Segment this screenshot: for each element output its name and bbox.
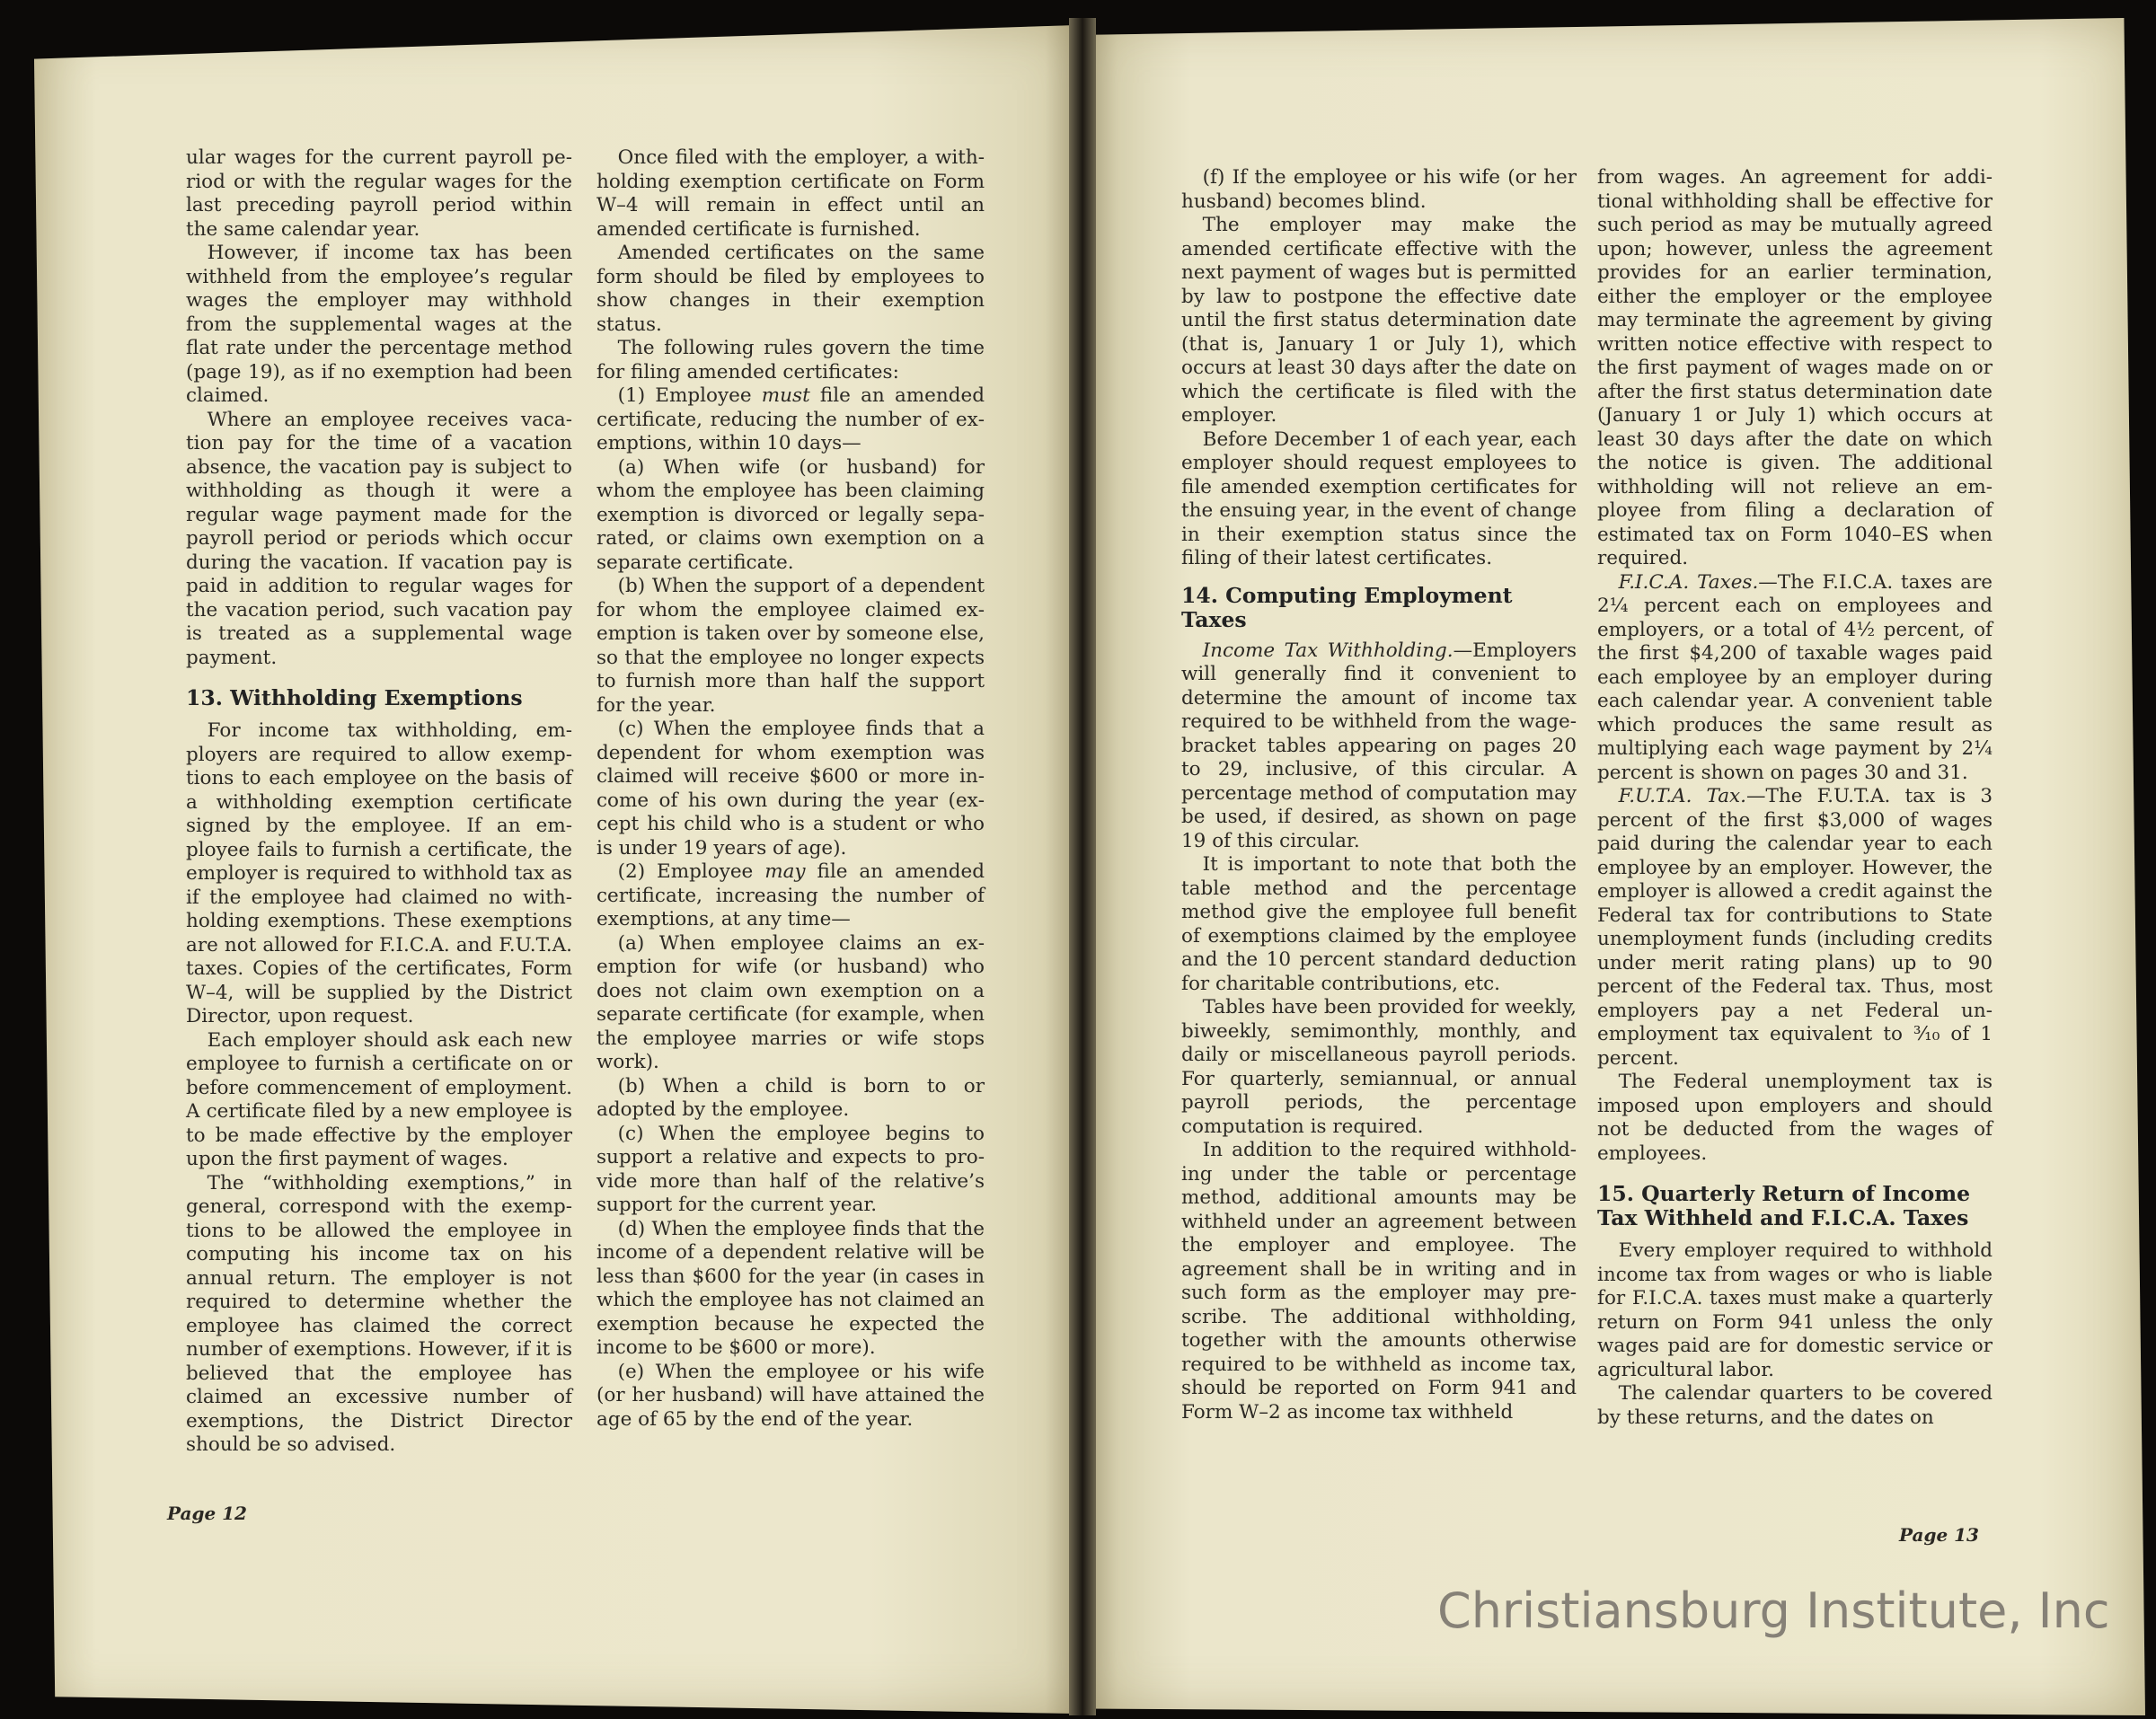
paragraph: (c) When the employee begins to support a relative and expects to provide more than half of the relative’s support for the current year.	[596, 1122, 985, 1216]
text-run: (2) Employee	[617, 860, 765, 883]
paragraph	[1597, 571, 1993, 786]
paragraph: For income tax withholding, employers are required to allow exemptions to each employee on the basis of a withholding exemption certificate signed by the employee. If an employee fails to furnish a certificate, the employer is required to withhold tax as if the employee had claimed no withholding exemptions. These exemptions are not allowed for F.I.C.A. and F.U.T.A. taxes. Copies of the certificates, Form W–4, will be supplied by the District Director, upon request.	[186, 719, 572, 1027]
page-number-right: Page 13	[1899, 1524, 1979, 1546]
section-heading-15: 15. Quarterly Return of Income Tax Withheld and F.I.C.A. Taxes	[1597, 1181, 1971, 1230]
section-heading-13: 13. Withholding Exemptions	[186, 685, 523, 710]
paragraph: Where an employee receives vacation pay for the time of a vacation absence, the vacation pay is subject to withholding as though it were a regular wage payment made for the payroll period or periods which occur during the vacation. If vacation pay is paid in addition to regular wages for the vacation period, such vacation pay is treated as a supplemental wage payment.	[186, 408, 572, 669]
paragraph: Before December 1 of each year, each employer should request employees to file amended exemption certificates for the ensuing year, in the event of change in their exemption status since the filing of their latest certificates.	[1181, 428, 1577, 569]
paragraph: (b) When a child is born to or adopted by the employee.	[596, 1074, 985, 1121]
book-gutter	[1069, 18, 1096, 1715]
emphasis: must	[761, 384, 810, 407]
watermark-text: Christiansburg Institute, Inc	[1437, 1582, 2110, 1639]
left-page-column-2	[596, 146, 985, 1432]
paragraph: (e) When the employee or his wife (or her husband) will have attained the age of 65 by the end of the year.	[596, 1360, 985, 1431]
paragraph: Tables have been provided for weekly, biweekly, semimonthly, monthly, and daily or miscellaneous payroll periods. For quarterly, semiannual, or annual payroll periods, the percentage computation is required.	[1181, 996, 1577, 1138]
paragraph: ular wages for the current payroll period or with the regular wages for the last preceding payroll period within the same calendar year.	[186, 146, 572, 241]
paragraph: It is important to note that both the table method and the percentage method give the employee full benefit of exemptions claimed by the employee and the 10 percent standard deduction for charitable contributions, etc.	[1181, 853, 1577, 995]
paragraph: Amended certificates on the same form should be filed by employees to show changes in their exemption status.	[596, 242, 985, 336]
paragraph	[596, 384, 985, 456]
paragraph: from wages. An agreement for additional withholding shall be effective for such period as may be mutually agreed upon; however, unless the agreement provides for an earlier termination, either the employer or the employee may terminate the agreement by giving written notice effective with respect to the first payment of wages made on or after the first status determination date (January 1 or July 1) which occurs at least 30 days after the date on which the notice is given. The additional withholding will not relieve an employee from filing a declaration of estimated tax on Form 1040–ES when required.	[1597, 166, 1993, 569]
paragraph: The following rules govern the time for filing amended certificates:	[596, 337, 985, 383]
paragraph: The calendar quarters to be covered by these returns, and the dates on	[1597, 1382, 1993, 1429]
paragraph: (c) When the employee finds that a dependent for whom exemption was claimed will receive $600 or more income of his own during the year (except his child who is a student or who is under 19 years of age).	[596, 718, 985, 860]
text-run: —The F.I.C.A. taxes are 2¼ percent each on employees and employers, or a total of 4½ percent, of the first $4,200 of taxable wages paid each employee by an employer during each calendar year. A convenient table which produces the same result as multiplying each wage payment by 2¼ percent is shown on pages 30 and 31.	[1597, 570, 1993, 784]
paragraph: The “withholding exemptions,” in general, correspond with the exemptions to be allowed the employee in computing his income tax on his annual return. The employer is not required to determine whether the employee has claimed the correct number of exemptions. However, if it is believed that the employee has claimed an excessive number of exemptions, the District Director should be so advised.	[186, 1171, 572, 1456]
text-run: (1) Employee	[617, 384, 762, 407]
paragraph: (d) When the employee finds that the income of a dependent relative will be less than $600 for the year (in cases in which the employee has not claimed an exemption because he expected the income to be $600 or more).	[596, 1217, 985, 1359]
right-page-column-1	[1181, 166, 1577, 1424]
right-page-column-2	[1597, 166, 1993, 1430]
text-run: file an amended certificate, reducing the number of exemptions, within 10 days—	[596, 384, 985, 454]
paragraph	[1181, 639, 1577, 854]
paragraph: The Federal unemployment tax is imposed upon employers and should not be deducted from the wages of employees.	[1597, 1071, 1993, 1165]
text-run: —Employers will generally find it convenient to determine the amount of income tax required to be withheld from the wage-bracket tables appearing on pages 20 to 29, inclusive, of this circular. A percentage method of computation may be used, if desired, as shown on page 19 of this circular.	[1181, 639, 1577, 852]
emphasis: Income Tax Withholding.	[1202, 639, 1454, 662]
paragraph	[1597, 785, 1993, 1071]
text-run: —The F.U.T.A. tax is 3 percent of the first $3,000 of wages paid during the calendar year to each employee by an employer. However, the employer is allowed a credit against the Federal tax for contributions to State unemployment funds (including credits under merit rating plans) up to 90 percent of the Federal tax. Thus, most employers pay a net Federal unemployment tax equivalent to ³⁄₁₀ of 1 percent.	[1597, 785, 1993, 1070]
paragraph: Every employer required to withhold income tax from wages or who is liable for F.I.C.A. taxes must make a quarterly return on Form 941 unless the only wages paid are for domestic service or agricultural labor.	[1597, 1239, 1993, 1381]
text-run: file an amended certificate, increasing the number of exemptions, at any time—	[596, 860, 985, 930]
paragraph	[596, 860, 985, 932]
paragraph: (a) When wife (or husband) for whom the employee has been claiming exemption is divorced or legally separated, or claims own exemption on a separate certificate.	[596, 455, 985, 574]
emphasis: F.I.C.A. Taxes.	[1618, 570, 1759, 594]
page-number-left: Page 12	[167, 1503, 247, 1524]
left-page-column-1	[186, 146, 572, 1458]
paragraph: Once filed with the employer, a withholding exemption certificate on Form W–4 will remain in effect until an amended certificate is furnished.	[596, 146, 985, 241]
paragraph: (f) If the employee or his wife (or her husband) becomes blind.	[1181, 166, 1577, 213]
paragraph: In addition to the required withholding under the table or percentage method, additional amounts may be withheld under an agreement between the employer and employee. The agreement shall be in writing and in such form as the employer may prescribe. The additional withholding, together with the amounts otherwise required to be withheld as income tax, should be reported on Form 941 and Form W–2 as income tax withheld	[1181, 1139, 1577, 1424]
paragraph: (a) When employee claims an exemption for wife (or husband) who does not claim own exemption on a separate certificate (for example, when the employee marries or wife stops work).	[596, 931, 985, 1073]
paragraph: Each employer should ask each new employee to furnish a certificate on or before commencement of employment. A certificate filed by a new employee is to be made effective by the employer upon the first payment of wages.	[186, 1028, 572, 1170]
paragraph: The employer may make the amended certificate effective with the next payment of wages but is permitted by law to postpone the effective date until the first status determination date (that is, January 1 or July 1), which occurs at least 30 days after the date on which the certificate is filed with the employer.	[1181, 214, 1577, 427]
section-heading-14: 14. Computing Employment Taxes	[1181, 582, 1513, 632]
emphasis: F.U.T.A. Tax.	[1618, 785, 1747, 807]
emphasis: may	[764, 860, 806, 883]
paragraph: However, if income tax has been withheld from the employee’s regular wages the employer may withhold from the supplemental wages at the flat rate under the percentage method (page 19), as if no exemption had been claimed.	[186, 242, 572, 407]
paragraph: (b) When the support of a dependent for whom the employee claimed exemption is taken over by someone else, so that the employee no longer expects to furnish more than half the support for the year.	[596, 575, 985, 717]
